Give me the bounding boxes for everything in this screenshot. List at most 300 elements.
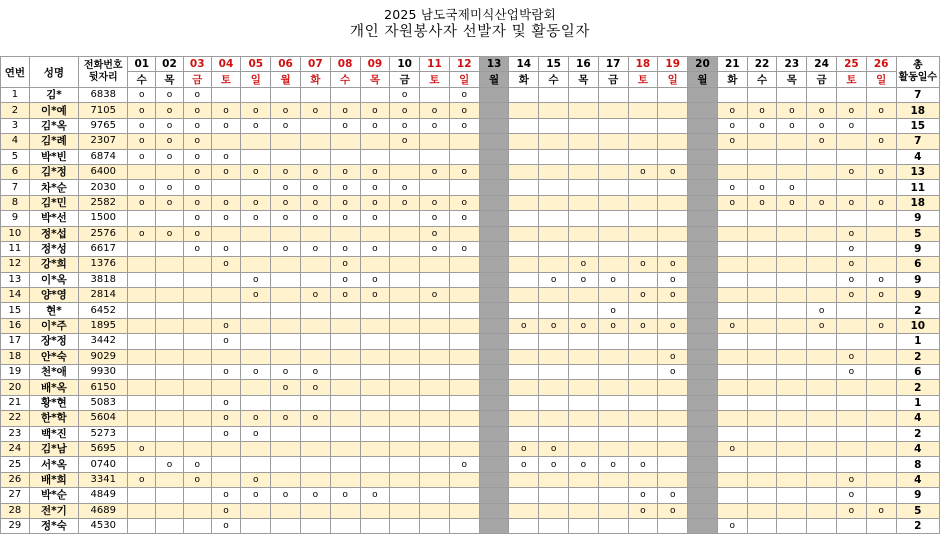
activity-cell xyxy=(128,441,156,456)
activity-cell xyxy=(598,426,628,441)
volunteer-name: 이*주 xyxy=(29,318,78,333)
activity-mark: o xyxy=(372,290,378,301)
activity-cell xyxy=(717,164,747,179)
activity-cell xyxy=(598,365,628,380)
activity-cell xyxy=(777,472,807,487)
row-number: 12 xyxy=(1,257,30,272)
activity-cell xyxy=(717,441,747,456)
activity-cell xyxy=(271,395,301,410)
activity-cell xyxy=(658,88,688,103)
table-row xyxy=(1,349,940,364)
activity-cell xyxy=(241,241,271,256)
closed-day-cell xyxy=(479,411,509,426)
activity-cell xyxy=(183,272,211,287)
activity-cell xyxy=(717,472,747,487)
activity-cell xyxy=(568,257,598,272)
header-phone-line1: 전화번호 xyxy=(83,60,123,71)
total-days: 11 xyxy=(896,180,939,195)
activity-cell xyxy=(156,288,184,303)
closed-day-cell xyxy=(688,349,718,364)
activity-cell xyxy=(183,288,211,303)
activity-cell xyxy=(539,303,569,318)
activity-mark: o xyxy=(223,490,229,501)
activity-cell xyxy=(628,118,658,133)
header-date: 17 xyxy=(598,57,628,72)
activity-cell xyxy=(390,334,420,349)
activity-cell xyxy=(509,149,539,164)
closed-day-cell xyxy=(688,411,718,426)
activity-cell xyxy=(183,518,211,533)
volunteer-name: 황*현 xyxy=(29,395,78,410)
header-weekday: 월 xyxy=(688,72,718,88)
activity-cell xyxy=(628,334,658,349)
activity-cell xyxy=(837,457,867,472)
activity-cell xyxy=(658,349,688,364)
activity-cell xyxy=(300,257,330,272)
activity-mark: o xyxy=(372,105,378,116)
row-number: 3 xyxy=(1,118,30,133)
activity-cell xyxy=(300,118,330,133)
activity-cell xyxy=(777,303,807,318)
activity-cell xyxy=(183,411,211,426)
activity-cell xyxy=(300,272,330,287)
activity-cell xyxy=(271,149,301,164)
activity-cell xyxy=(539,180,569,195)
closed-day-cell xyxy=(688,365,718,380)
activity-cell xyxy=(271,380,301,395)
activity-cell xyxy=(420,488,450,503)
activity-cell xyxy=(777,241,807,256)
activity-cell xyxy=(241,365,271,380)
activity-cell xyxy=(211,103,241,118)
activity-cell xyxy=(509,518,539,533)
activity-mark: o xyxy=(729,521,736,532)
activity-cell xyxy=(211,211,241,226)
activity-cell xyxy=(717,226,747,241)
activity-cell xyxy=(300,303,330,318)
total-days: 1 xyxy=(896,395,939,410)
activity-mark: o xyxy=(223,428,229,439)
activity-cell xyxy=(807,88,837,103)
header-weekday: 토 xyxy=(837,72,867,88)
row-number: 29 xyxy=(1,518,30,533)
activity-cell xyxy=(156,349,184,364)
activity-mark: o xyxy=(166,228,173,239)
header-weekday: 일 xyxy=(866,72,896,88)
total-days: 9 xyxy=(896,272,939,287)
table-row xyxy=(1,226,940,241)
activity-cell xyxy=(807,226,837,241)
activity-cell xyxy=(211,334,241,349)
activity-cell xyxy=(658,149,688,164)
header-weekday: 목 xyxy=(156,72,184,88)
table-row xyxy=(1,118,940,133)
activity-cell xyxy=(390,88,420,103)
activity-cell xyxy=(449,180,479,195)
closed-day-cell xyxy=(688,518,718,533)
activity-cell xyxy=(837,349,867,364)
total-days: 4 xyxy=(896,441,939,456)
activity-cell xyxy=(330,365,360,380)
activity-cell xyxy=(128,134,156,149)
activity-cell xyxy=(128,457,156,472)
activity-cell xyxy=(449,288,479,303)
activity-cell xyxy=(568,441,598,456)
activity-cell xyxy=(360,318,390,333)
activity-cell xyxy=(658,365,688,380)
activity-cell xyxy=(420,149,450,164)
total-days: 18 xyxy=(896,103,939,118)
activity-cell xyxy=(717,365,747,380)
volunteer-name: 박*순 xyxy=(29,488,78,503)
table-row xyxy=(1,365,940,380)
activity-cell xyxy=(777,318,807,333)
activity-mark: o xyxy=(729,105,736,116)
activity-cell xyxy=(717,118,747,133)
activity-mark: o xyxy=(848,290,855,301)
activity-cell xyxy=(807,303,837,318)
activity-cell xyxy=(211,349,241,364)
total-days: 13 xyxy=(896,164,939,179)
activity-cell xyxy=(628,472,658,487)
activity-mark: o xyxy=(878,274,884,285)
activity-cell xyxy=(449,365,479,380)
activity-cell xyxy=(449,303,479,318)
activity-cell xyxy=(449,503,479,518)
activity-cell xyxy=(837,272,867,287)
phone-last-digits: 4530 xyxy=(79,518,128,533)
activity-cell xyxy=(717,149,747,164)
activity-mark: o xyxy=(223,120,229,131)
activity-cell xyxy=(128,195,156,210)
activity-cell xyxy=(747,349,777,364)
activity-cell xyxy=(300,103,330,118)
activity-cell xyxy=(568,211,598,226)
activity-cell xyxy=(420,195,450,210)
activity-cell xyxy=(777,441,807,456)
activity-cell xyxy=(420,349,450,364)
activity-cell xyxy=(211,303,241,318)
activity-cell xyxy=(156,103,184,118)
activity-mark: o xyxy=(818,136,825,147)
activity-cell xyxy=(747,118,777,133)
phone-last-digits: 1895 xyxy=(79,318,128,333)
activity-cell xyxy=(837,257,867,272)
activity-mark: o xyxy=(282,490,289,501)
activity-cell xyxy=(300,180,330,195)
activity-cell xyxy=(747,472,777,487)
activity-cell xyxy=(598,272,628,287)
header-weekday: 금 xyxy=(807,72,837,88)
activity-mark: o xyxy=(166,151,173,162)
activity-mark: o xyxy=(166,182,173,193)
activity-cell xyxy=(807,134,837,149)
activity-cell xyxy=(509,472,539,487)
activity-cell xyxy=(390,134,420,149)
activity-mark: o xyxy=(282,182,289,193)
activity-cell xyxy=(777,349,807,364)
volunteer-name: 김*민 xyxy=(29,195,78,210)
activity-cell xyxy=(241,288,271,303)
activity-cell xyxy=(866,380,896,395)
activity-mark: o xyxy=(789,197,795,208)
activity-mark: o xyxy=(461,459,467,470)
activity-cell xyxy=(449,226,479,241)
activity-cell xyxy=(360,164,390,179)
activity-cell xyxy=(777,288,807,303)
activity-cell xyxy=(449,149,479,164)
activity-cell xyxy=(420,518,450,533)
activity-cell xyxy=(777,457,807,472)
activity-cell xyxy=(598,380,628,395)
activity-mark: o xyxy=(312,244,319,255)
activity-cell xyxy=(807,426,837,441)
activity-cell xyxy=(360,349,390,364)
activity-cell xyxy=(241,195,271,210)
activity-mark: o xyxy=(253,213,259,224)
activity-cell xyxy=(271,457,301,472)
activity-mark: o xyxy=(282,120,289,131)
activity-cell xyxy=(211,411,241,426)
activity-cell xyxy=(777,88,807,103)
activity-cell xyxy=(866,349,896,364)
activity-cell xyxy=(330,488,360,503)
activity-mark: o xyxy=(342,274,348,285)
activity-cell xyxy=(271,518,301,533)
activity-cell xyxy=(330,303,360,318)
activity-cell xyxy=(271,411,301,426)
activity-cell xyxy=(156,164,184,179)
activity-cell xyxy=(568,195,598,210)
activity-cell xyxy=(777,195,807,210)
activity-cell xyxy=(628,349,658,364)
closed-day-cell xyxy=(479,103,509,118)
activity-mark: o xyxy=(282,167,289,178)
activity-mark: o xyxy=(401,120,408,131)
activity-cell xyxy=(420,318,450,333)
activity-cell xyxy=(837,195,867,210)
table-row xyxy=(1,334,940,349)
activity-cell xyxy=(271,334,301,349)
activity-cell xyxy=(598,180,628,195)
activity-mark: o xyxy=(461,90,467,101)
activity-cell xyxy=(866,411,896,426)
closed-day-cell xyxy=(479,518,509,533)
activity-cell xyxy=(837,365,867,380)
activity-cell xyxy=(128,164,156,179)
activity-mark: o xyxy=(194,120,200,131)
activity-mark: o xyxy=(282,197,289,208)
activity-cell xyxy=(807,118,837,133)
activity-mark: o xyxy=(194,105,200,116)
activity-mark: o xyxy=(759,197,765,208)
closed-day-cell xyxy=(479,272,509,287)
activity-mark: o xyxy=(818,197,825,208)
activity-cell xyxy=(747,395,777,410)
activity-cell xyxy=(598,103,628,118)
row-number: 15 xyxy=(1,303,30,318)
activity-cell xyxy=(211,241,241,256)
activity-mark: o xyxy=(312,490,319,501)
activity-cell xyxy=(807,257,837,272)
table-row xyxy=(1,288,940,303)
activity-cell xyxy=(241,149,271,164)
activity-cell xyxy=(241,88,271,103)
activity-cell xyxy=(568,134,598,149)
activity-cell xyxy=(509,303,539,318)
activity-cell xyxy=(211,257,241,272)
activity-cell xyxy=(717,103,747,118)
activity-cell xyxy=(568,426,598,441)
activity-cell xyxy=(271,164,301,179)
header-date: 14 xyxy=(509,57,539,72)
activity-mark: o xyxy=(878,167,884,178)
closed-day-cell xyxy=(479,303,509,318)
row-number: 25 xyxy=(1,457,30,472)
row-number: 4 xyxy=(1,134,30,149)
activity-cell xyxy=(183,195,211,210)
activity-cell xyxy=(271,257,301,272)
activity-cell xyxy=(717,272,747,287)
activity-cell xyxy=(807,365,837,380)
phone-last-digits: 3442 xyxy=(79,334,128,349)
activity-mark: o xyxy=(610,459,616,470)
activity-cell xyxy=(330,211,360,226)
activity-cell xyxy=(568,472,598,487)
activity-cell xyxy=(390,164,420,179)
activity-cell xyxy=(568,318,598,333)
header-date: 10 xyxy=(390,57,420,72)
activity-mark: o xyxy=(610,274,616,285)
volunteer-name: 강*희 xyxy=(29,257,78,272)
activity-cell xyxy=(598,241,628,256)
activity-cell xyxy=(271,365,301,380)
activity-cell xyxy=(509,226,539,241)
activity-mark: o xyxy=(139,228,145,239)
activity-cell xyxy=(539,241,569,256)
volunteer-name: 천*애 xyxy=(29,365,78,380)
activity-cell xyxy=(300,195,330,210)
activity-mark: o xyxy=(342,244,348,255)
activity-cell xyxy=(211,180,241,195)
activity-cell xyxy=(183,472,211,487)
activity-cell xyxy=(390,226,420,241)
table-row xyxy=(1,211,940,226)
activity-cell xyxy=(271,303,301,318)
phone-last-digits: 6452 xyxy=(79,303,128,318)
activity-cell xyxy=(360,457,390,472)
header-weekday: 금 xyxy=(598,72,628,88)
table-row xyxy=(1,380,940,395)
activity-cell xyxy=(747,426,777,441)
activity-cell xyxy=(360,241,390,256)
activity-mark: o xyxy=(342,105,348,116)
activity-cell xyxy=(390,380,420,395)
activity-cell xyxy=(509,365,539,380)
activity-mark: o xyxy=(253,413,259,424)
activity-cell xyxy=(658,272,688,287)
closed-day-cell xyxy=(479,441,509,456)
activity-cell xyxy=(449,411,479,426)
row-number: 22 xyxy=(1,411,30,426)
activity-cell xyxy=(449,211,479,226)
activity-cell xyxy=(420,180,450,195)
activity-cell xyxy=(509,488,539,503)
activity-cell xyxy=(509,103,539,118)
activity-cell xyxy=(449,318,479,333)
activity-cell xyxy=(300,241,330,256)
activity-cell xyxy=(509,441,539,456)
header-date: 02 xyxy=(156,57,184,72)
activity-mark: o xyxy=(878,105,884,116)
activity-mark: o xyxy=(580,321,587,332)
phone-last-digits: 4849 xyxy=(79,488,128,503)
activity-mark: o xyxy=(312,167,319,178)
activity-mark: o xyxy=(223,367,229,378)
activity-mark: o xyxy=(789,120,795,131)
activity-cell xyxy=(241,426,271,441)
activity-cell xyxy=(241,257,271,272)
closed-day-cell xyxy=(688,503,718,518)
activity-cell xyxy=(628,134,658,149)
activity-cell xyxy=(539,395,569,410)
activity-mark: o xyxy=(580,259,587,270)
activity-cell xyxy=(509,241,539,256)
table-row xyxy=(1,241,940,256)
activity-cell xyxy=(628,441,658,456)
header-weekday: 토 xyxy=(628,72,658,88)
activity-cell xyxy=(390,272,420,287)
total-days: 10 xyxy=(896,318,939,333)
volunteer-name: 김*옥 xyxy=(29,118,78,133)
activity-cell xyxy=(598,195,628,210)
activity-mark: o xyxy=(372,490,378,501)
activity-mark: o xyxy=(461,244,467,255)
activity-cell xyxy=(449,441,479,456)
activity-cell xyxy=(183,226,211,241)
phone-last-digits: 5604 xyxy=(79,411,128,426)
volunteer-name: 안*숙 xyxy=(29,349,78,364)
activity-cell xyxy=(598,149,628,164)
activity-cell xyxy=(658,195,688,210)
activity-cell xyxy=(390,411,420,426)
activity-cell xyxy=(449,164,479,179)
closed-day-cell xyxy=(479,288,509,303)
activity-cell xyxy=(717,134,747,149)
activity-cell xyxy=(777,180,807,195)
activity-cell xyxy=(390,441,420,456)
activity-cell xyxy=(271,195,301,210)
activity-cell xyxy=(271,472,301,487)
activity-cell xyxy=(866,518,896,533)
activity-cell xyxy=(777,334,807,349)
header-date: 06 xyxy=(271,57,301,72)
activity-cell xyxy=(330,149,360,164)
activity-cell xyxy=(211,288,241,303)
activity-mark: o xyxy=(848,228,855,239)
activity-cell xyxy=(628,88,658,103)
phone-last-digits: 1376 xyxy=(79,257,128,272)
closed-day-cell xyxy=(479,164,509,179)
header-weekday: 일 xyxy=(241,72,271,88)
activity-mark: o xyxy=(610,305,616,316)
activity-cell xyxy=(300,164,330,179)
volunteer-name: 이*옥 xyxy=(29,272,78,287)
activity-cell xyxy=(807,380,837,395)
activity-cell xyxy=(330,257,360,272)
activity-cell xyxy=(539,195,569,210)
activity-cell xyxy=(420,303,450,318)
